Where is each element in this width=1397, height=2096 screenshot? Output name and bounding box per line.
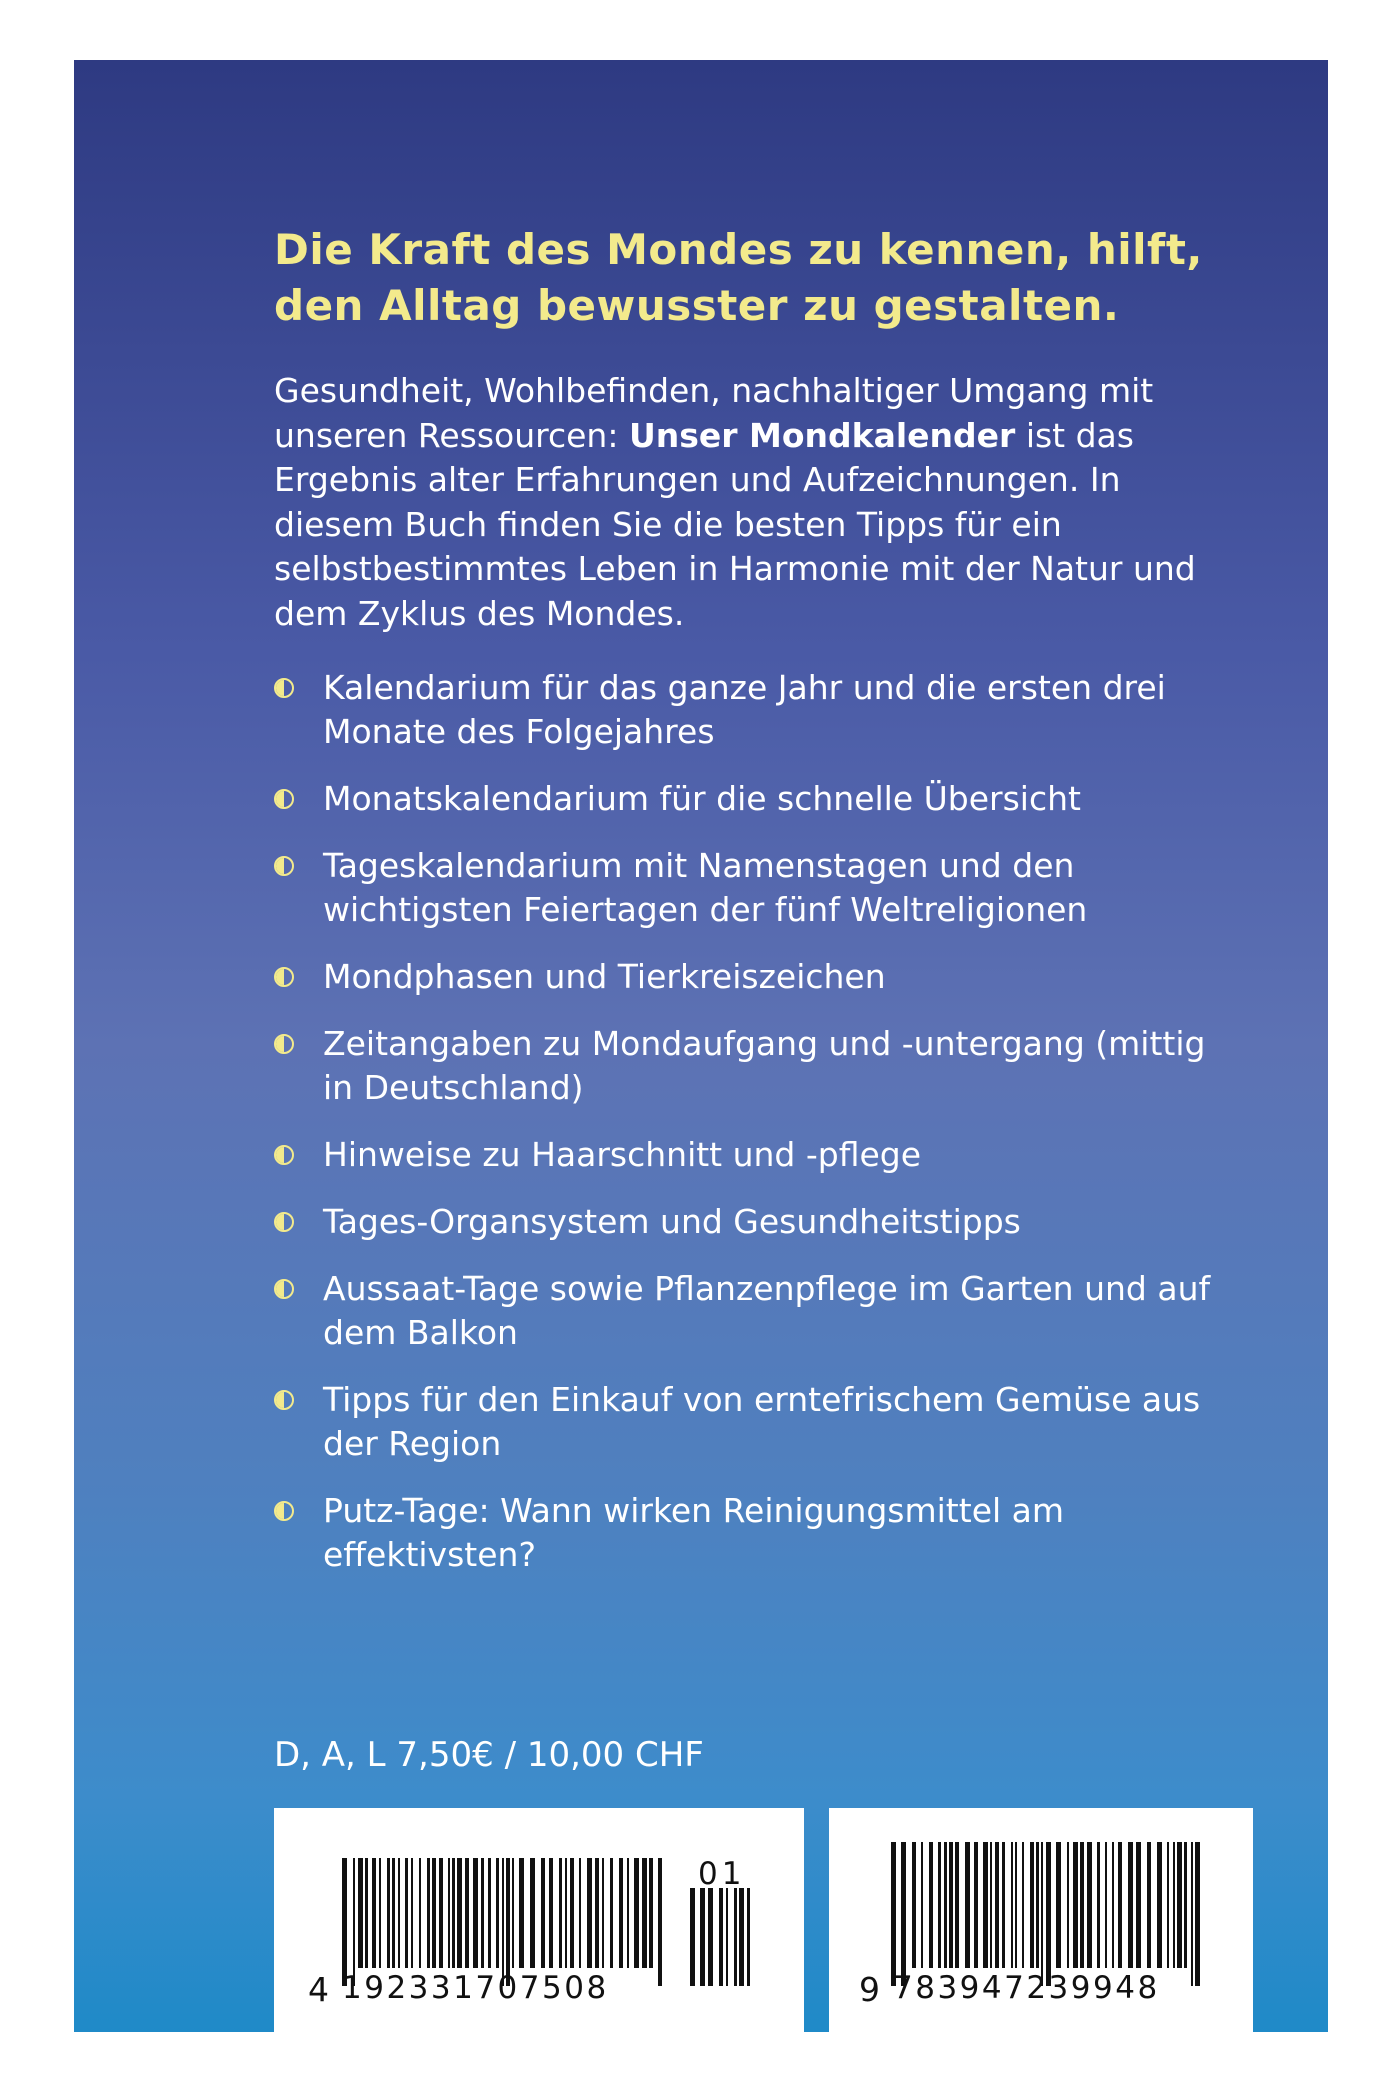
barcode-bar (398, 1858, 400, 1968)
barcode-bar (1030, 1842, 1034, 1968)
barcode-bar (473, 1858, 478, 1968)
intro-part-2: ist das Ergebnis alter Erfahrungen und Aufzeichnungen. In diesem Buch finden Sie die besten Tipps für ein selbstbestimmtes Leben in Harmonie mit der Natur und dem Zyklus des Mondes. (274, 415, 1196, 633)
barcode-bar (372, 1858, 376, 1968)
barcode-bar (587, 1858, 592, 1968)
feature-item (274, 1267, 1214, 1355)
barcode-bar (649, 1858, 653, 1968)
barcode-bar (1184, 1842, 1187, 1968)
half-moon-icon (274, 789, 294, 809)
barcode-bar (965, 1842, 970, 1968)
barcode-bar (1136, 1842, 1141, 1968)
barcode-bar (595, 1858, 599, 1968)
feature-text: Mondphasen und Tierkreiszeichen (323, 957, 886, 996)
barcode-bar (549, 1858, 553, 1968)
barcode-bar (1128, 1842, 1133, 1968)
barcode-bar (726, 1888, 728, 1986)
headline-line-2: den Alltag bewusster zu gestalten. (274, 281, 1120, 330)
barcode-bar (1036, 1842, 1039, 1968)
barcode-bar (570, 1858, 574, 1968)
intro-paragraph (274, 369, 1214, 636)
price-label: D, A, L 7,50€ / 10,00 CHF (274, 1735, 704, 1775)
barcode-bar (610, 1858, 613, 1968)
barcode-bar (1067, 1842, 1069, 1968)
barcode-bar (1191, 1842, 1193, 1986)
barcode-bar (512, 1858, 514, 1968)
half-moon-icon (274, 678, 294, 698)
feature-item (274, 1378, 1214, 1466)
feature-item (274, 1489, 1214, 1577)
barcode-bar (579, 1858, 581, 1968)
intro-part-1: Gesundheit, Wohlbefinden, nachhaltiger Umgang mit unseren Ressourcen: (274, 371, 1154, 455)
feature-text: Monatskalendarium für die schnelle Übersicht (323, 779, 1081, 818)
barcode-bar (974, 1842, 978, 1968)
feature-text: Zeitangaben zu Mondaufgang und -untergang (mittig in Deutschland) (323, 1024, 1206, 1107)
barcode-bar (747, 1888, 750, 1986)
barcode-bar (634, 1858, 639, 1968)
cover-content (274, 222, 1214, 1600)
feature-item (274, 1200, 1214, 1244)
barcode-bar (488, 1858, 491, 1968)
feature-item (274, 1022, 1214, 1110)
feature-item (274, 777, 1214, 821)
barcode-bar (448, 1858, 450, 1968)
barcode-bar (427, 1858, 430, 1968)
barcode-bar (506, 1858, 510, 1986)
barcode-bar (1015, 1842, 1017, 1968)
feature-item (274, 666, 1214, 754)
barcode-bar (559, 1858, 562, 1968)
issn-barcode-prefix: 4 (308, 1970, 332, 2009)
barcode-bar (1167, 1842, 1169, 1968)
barcode-bar (432, 1858, 436, 1968)
barcode-bar (1046, 1842, 1051, 1986)
headline-line-1: Die Kraft des Mondes zu kennen, hilft, (274, 225, 1203, 274)
feature-list (274, 666, 1214, 1577)
barcode-bar (530, 1858, 535, 1968)
barcode-bar (1177, 1842, 1182, 1968)
barcode-bar (658, 1858, 662, 1986)
barcode-bar (1022, 1842, 1024, 1968)
barcode-bar (602, 1858, 604, 1968)
barcode-bar (901, 1842, 906, 1986)
half-moon-icon (274, 967, 294, 987)
half-moon-icon (274, 856, 294, 876)
barcode-bar (1056, 1842, 1061, 1968)
feature-text: Aussaat-Tage sowie Pflanzenpflege im Garten und auf dem Balkon (323, 1269, 1211, 1352)
barcode-bar (983, 1842, 988, 1968)
barcode-bar (519, 1858, 524, 1968)
barcode-bar (452, 1858, 455, 1968)
barcode-bar (719, 1888, 723, 1986)
barcode-bar (379, 1858, 381, 1968)
half-moon-icon (274, 1279, 294, 1299)
barcode-bar (1157, 1842, 1162, 1968)
issn-barcode-digits: 192331707508 (342, 1970, 609, 2006)
barcode-bar (929, 1842, 933, 1968)
half-moon-icon (274, 1501, 294, 1521)
barcode-bar (690, 1888, 695, 1986)
barcode-bar (496, 1858, 499, 1968)
barcode-bar (708, 1888, 713, 1986)
barcode-bar (739, 1888, 744, 1986)
isbn-barcode-prefix: 9 (859, 1970, 883, 2009)
book-back-cover (74, 60, 1328, 2032)
barcode-bar (502, 1858, 504, 1986)
feature-item (274, 955, 1214, 999)
barcode-bar (1073, 1842, 1078, 1968)
barcode-bar (1118, 1842, 1122, 1968)
isbn-barcode-digits: 783947239948 (893, 1970, 1160, 2006)
barcode-bar (619, 1858, 623, 1968)
barcode-bar (1097, 1842, 1100, 1968)
barcode-bar (565, 1858, 567, 1968)
barcode-bar (392, 1858, 395, 1968)
barcode-bar (365, 1858, 368, 1968)
isbn-barcode (829, 1808, 1253, 2032)
barcode-bar (405, 1858, 408, 1968)
feature-item (274, 1133, 1214, 1177)
barcode-bar (342, 1858, 347, 1986)
barcode-bar (944, 1842, 947, 1968)
barcode-bar (1173, 1842, 1175, 1968)
issn-barcode (274, 1808, 804, 2032)
barcode-bar (627, 1858, 629, 1968)
half-moon-icon (274, 1034, 294, 1054)
barcode-bar (1002, 1842, 1005, 1968)
barcode-bar (949, 1842, 953, 1968)
feature-text: Tages-Organsystem und Gesundheitstipps (323, 1202, 1021, 1241)
half-moon-icon (274, 1390, 294, 1410)
barcode-bar (891, 1842, 896, 1986)
barcode-bar (457, 1858, 462, 1968)
feature-text: Kalendarium für das ganze Jahr und die ersten drei Monate des Folgejahres (323, 668, 1166, 751)
barcode-bar (419, 1858, 421, 1968)
barcode-bar (387, 1858, 390, 1968)
barcode-bar (1011, 1842, 1013, 1968)
half-moon-icon (274, 1212, 294, 1232)
barcode-bar (411, 1858, 413, 1968)
barcode-bar (1041, 1842, 1043, 1986)
barcode-bar (358, 1858, 363, 1968)
barcode-bar (353, 1858, 355, 1986)
barcode-bar (642, 1858, 647, 1968)
barcode-bar (439, 1858, 443, 1968)
feature-text: Tipps für den Einkauf von erntefrischem Gemüse aus der Region (323, 1380, 1201, 1463)
barcode-bar (990, 1842, 992, 1968)
barcode-bar (1147, 1842, 1151, 1968)
half-moon-icon (274, 1145, 294, 1165)
barcode-bar (912, 1842, 916, 1968)
feature-text: Tageskalendarium mit Namenstagen und den wichtigsten Feiertagen der fünf Weltreligionen (323, 846, 1088, 929)
barcode-bar (481, 1858, 484, 1968)
barcode-bar (921, 1842, 923, 1968)
barcode-bar (541, 1858, 545, 1968)
barcode-bar (938, 1842, 941, 1968)
headline (274, 222, 1214, 334)
barcode-bar (995, 1842, 999, 1968)
barcode-bar (1105, 1842, 1107, 1968)
feature-text: Hinweise zu Haarschnitt und -pflege (323, 1135, 922, 1174)
intro-title-bold: Unser Mondkalender (628, 415, 1016, 455)
barcode-bar (1195, 1842, 1200, 1986)
feature-item (274, 844, 1214, 932)
barcode-bar (1112, 1842, 1114, 1968)
barcode-bar (955, 1842, 959, 1968)
barcode-bar (1087, 1842, 1092, 1968)
barcode-bar (700, 1888, 705, 1986)
feature-text: Putz-Tage: Wann wirken Reinigungsmittel am effektivsten? (323, 1491, 1065, 1574)
barcode-bar (1080, 1842, 1084, 1968)
issn-barcode-addon: 01 (698, 1856, 746, 1892)
barcode-bar (465, 1858, 469, 1968)
barcode-bar (734, 1888, 737, 1986)
